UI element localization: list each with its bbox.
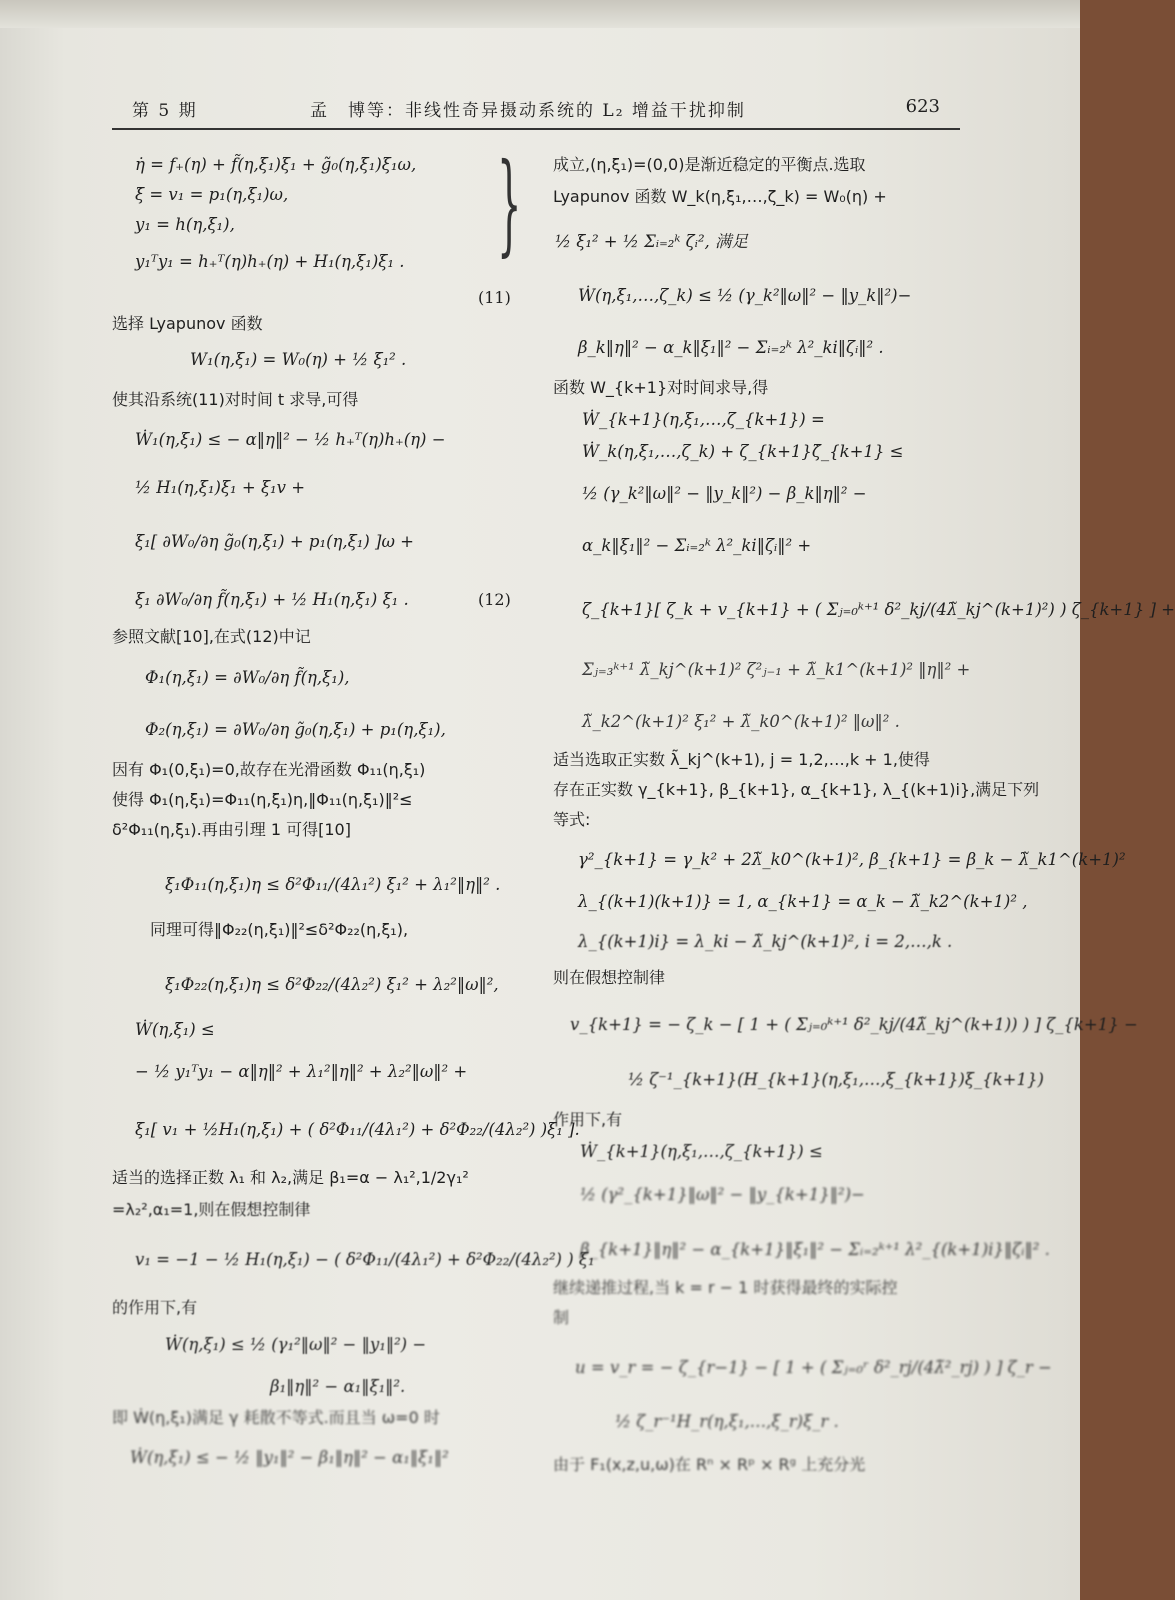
r-final-control-line-2: ½ ζ_r⁻¹H_r(η,ξ₁,…,ξ_r)ξ_r . — [615, 1412, 839, 1431]
phi1-definition: Φ₁(η,ξ₁) = ∂W₀/∂η f̃(η,ξ₁), — [145, 668, 350, 687]
header-rule — [112, 128, 960, 130]
w-derivative-line-4: Ẇ(η,ξ₁) ≤ ½ (γ₁²‖ω‖² − ‖y₁‖²) − — [165, 1335, 427, 1354]
r-wk1-line-5: ζ_{k+1}[ ζ_k + v_{k+1} + ( Σⱼ₌₀ᵏ⁺¹ δ²_kj/(4λ̃_kj^(k+1)²) ) ζ_{k+1} ] + — [582, 600, 1175, 619]
r-paragraph-under-action: 作用下,有 — [553, 1110, 623, 1129]
r-paragraph-control: 制 — [553, 1308, 570, 1327]
r-w-derivative-bound-2: β_k‖η‖² − α_k‖ξ₁‖² − Σᵢ₌₂ᵏ λ²_ki‖ζᵢ‖² . — [578, 338, 884, 357]
w-derivative-line-3: ξ₁[ v₁ + ½H₁(η,ξ₁) + ( δ²Φ₁₁/(4λ₁²) + δ²Φ₂₂/(4λ₂²) )ξ₁ ]. — [135, 1120, 580, 1139]
r-wk1-line-7: λ̃_k2^(k+1)² ξ₁² + λ̃_k0^(k+1)² ‖ω‖² . — [582, 712, 900, 731]
running-header — [110, 96, 960, 124]
lyapunov-w1: W₁(η,ξ₁) = W₀(η) + ½ ξ₁² . — [190, 350, 407, 369]
w-derivative-line-6: Ẇ(η,ξ₁) ≤ − ½ ‖y₁‖² − β₁‖η‖² − α₁‖ξ₁‖² — [130, 1448, 449, 1467]
derivative-line-1: Ẇ₁(η,ξ₁) ≤ − α‖η‖² − ½ h₊ᵀ(η)h₊(η) − — [135, 430, 446, 449]
r-wk1-line-1: Ẇ_{k+1}(η,ξ₁,…,ζ_{k+1}) = — [582, 410, 825, 429]
r-paragraph-exist: 存在正实数 γ_{k+1}, β_{k+1}, α_{k+1}, λ_{(k+1)i},满足下列 — [553, 780, 1040, 799]
inequality-1: ξ₁Φ₁₁(η,ξ₁)η ≤ δ²Φ₁₁/(4λ₁²) ξ₁² + λ₁²‖η‖² . — [165, 875, 501, 894]
paragraph-reference: 参照文献[10],在式(12)中记 — [112, 627, 311, 646]
system-eq-line-2: ξ̇ = v₁ = p₁(η,ξ₁)ω, — [135, 185, 289, 204]
paragraph-such-that: 使得 Φ₁(η,ξ₁)=Φ₁₁(η,ξ₁)η,‖Φ₁₁(η,ξ₁)‖²≤ — [112, 790, 413, 809]
r-wk1-line-3: ½ (γ_k²‖ω‖² − ‖y_k‖²) − β_k‖η‖² − — [582, 484, 867, 503]
r-wk1-bound-3: β_{k+1}‖η‖² − α_{k+1}‖ξ₁‖² − Σᵢ₌₂ᵏ⁺¹ λ²_{(k+1)i}‖ζᵢ‖² . — [580, 1240, 1050, 1259]
r-w-derivative-bound-1: Ẇ(η,ξ₁,…,ζ_k) ≤ ½ (γ_k²‖ω‖² − ‖y_k‖²)− — [578, 286, 912, 305]
r-paragraph-virtual-control: 则在假想控制律 — [553, 968, 666, 987]
page-top-edge — [0, 0, 1080, 28]
virtual-control-v1: v₁ = −1 − ½ H₁(η,ξ₁) − ( δ²Φ₁₁/(4λ₁²) + δ²Φ₂₂/(4λ₂²) ) ξ₁ — [135, 1250, 595, 1269]
issue-label: 第 5 期 — [132, 101, 198, 121]
r-wk1-bound-2: ½ (γ²_{k+1}‖ω‖² − ‖y_{k+1}‖²)− — [580, 1185, 865, 1204]
equation-number-11: (11) — [478, 288, 511, 307]
r-paragraph-derivative: 函数 W_{k+1}对时间求导,得 — [553, 378, 769, 397]
derivative-line-2: ½ H₁(η,ξ₁)ξ₁ + ξ₁v + — [135, 478, 306, 497]
r-wk1-line-6: Σⱼ₌₃ᵏ⁺¹ λ̃_kj^(k+1)² ζ²ⱼ₋₁ + λ̃_k1^(k+1)² ‖η‖² + — [582, 660, 971, 679]
paragraph-choose-lambda: 适当的选择正数 λ₁ 和 λ₂,满足 β₁=α − λ₁²,1/2γ₁² — [112, 1168, 469, 1187]
r-equality-1: γ²_{k+1} = γ_k² + 2λ̃_k0^(k+1)², β_{k+1} = β_k − λ̃_k1^(k+1)² — [578, 850, 1126, 869]
r-paragraph-equalities: 等式: — [553, 810, 591, 829]
paragraph-under-action: 的作用下,有 — [112, 1298, 198, 1317]
system-eq-line-4: y₁ᵀy₁ = h₊ᵀ(η)h₊(η) + H₁(η,ξ₁)ξ₁ . — [135, 252, 405, 271]
equation-number-12: (12) — [478, 590, 511, 609]
r-wk1-line-2: Ẇ_k(η,ξ₁,…,ζ_k) + ζ_{k+1}ζ̇_{k+1} ≤ — [582, 442, 904, 461]
r-wk1-line-4: α_k‖ξ₁‖² − Σᵢ₌₂ᵏ λ²_ki‖ζᵢ‖² + — [582, 536, 812, 555]
r-paragraph-choose: 适当选取正实数 λ̃_kj^(k+1), j = 1,2,…,k + 1,使得 — [553, 750, 930, 769]
w-derivative-line-5: β₁‖η‖² − α₁‖ξ₁‖². — [270, 1377, 406, 1396]
w-derivative-line-2: − ½ y₁ᵀy₁ − α‖η‖² + λ₁²‖η‖² + λ₂²‖ω‖² + — [135, 1062, 468, 1081]
paragraph-lemma: δ²Φ₁₁(η,ξ₁).再由引理 1 可得[10] — [112, 820, 351, 839]
system-eq-line-1: η̇ = f₊(η) + f̃(η,ξ₁)ξ₁ + g̃₀(η,ξ₁)ξ₁ω, — [135, 155, 417, 174]
r-paragraph-smooth: 由于 F₁(x,z,u,ω)在 Rⁿ × Rᵖ × Rᵍ 上充分光 — [553, 1455, 866, 1474]
r-paragraph-2: Lyapunov 函数 W_k(η,ξ₁,…,ζ_k) = W₀(η) + — [553, 187, 887, 206]
paragraph-similarly: 同理可得‖Φ₂₂(η,ξ₁)‖²≤δ²Φ₂₂(η,ξ₁), — [150, 920, 409, 939]
paragraph-smooth-function: 因有 Φ₁(0,ξ₁)=0,故存在光滑函数 Φ₁₁(η,ξ₁) — [112, 760, 426, 779]
r-lyapunov-sum: ½ ξ₁² + ½ Σᵢ₌₂ᵏ ζᵢ², 满足 — [555, 232, 749, 251]
paragraph-derivative: 使其沿系统(11)对时间 t 求导,可得 — [112, 390, 359, 409]
r-paragraph-recursion: 继续递推过程,当 k = r − 1 时获得最终的实际控 — [553, 1278, 898, 1297]
inequality-2: ξ₁Φ₂₂(η,ξ₁)η ≤ δ²Φ₂₂/(4λ₂²) ξ₁² + λ₂²‖ω‖², — [165, 975, 499, 994]
system-eq-line-3: y₁ = h(η,ξ₁), — [135, 215, 235, 234]
r-paragraph-1: 成立,(η,ξ₁)=(0,0)是渐近稳定的平衡点.选取 — [553, 155, 866, 174]
right-brace: } — [497, 139, 522, 267]
r-wk1-bound-1: Ẇ_{k+1}(η,ξ₁,…,ζ_{k+1}) ≤ — [580, 1142, 823, 1161]
page-number: 623 — [905, 96, 940, 117]
r-virtual-control-line-1: v_{k+1} = − ζ_k − [ 1 + ( Σⱼ₌₀ᵏ⁺¹ δ²_kj/(4λ̃_kj^(k+1)) ) ] ζ_{k+1} − — [570, 1015, 1138, 1034]
r-virtual-control-line-2: ½ ζ⁻¹_{k+1}(H_{k+1}(η,ξ₁,…,ξ_{k+1})ξ_{k+1}) — [628, 1070, 1044, 1089]
paragraph-choose-lyapunov: 选择 Lyapunov 函数 — [112, 314, 263, 333]
phi2-definition: Φ₂(η,ξ₁) = ∂W₀/∂η g̃₀(η,ξ₁) + p₁(η,ξ₁), — [145, 720, 446, 739]
r-equality-3: λ_{(k+1)i} = λ_ki − λ̃_kj^(k+1)², i = 2,…,k . — [578, 932, 953, 951]
r-final-control-line-1: u = v_r = − ζ_{r−1} − [ 1 + ( Σⱼ₌₀ʳ δ²_rj/(4λ̃²_rj) ) ] ζ_r − — [575, 1358, 1052, 1377]
r-equality-2: λ_{(k+1)(k+1)} = 1, α_{k+1} = α_k − λ̃_k2^(k+1)² , — [578, 892, 1028, 911]
running-title: 孟 博等：非线性奇异摄动系统的 L₂ 增益干扰抑制 — [310, 101, 746, 121]
paragraph-dissipation: 即 Ẇ(η,ξ₁)满足 γ 耗散不等式.而且当 ω=0 时 — [112, 1408, 440, 1427]
w-derivative-label: Ẇ(η,ξ₁) ≤ — [135, 1020, 215, 1039]
derivative-line-4: ξ₁ ∂W₀/∂η f̃(η,ξ₁) + ½ H₁(η,ξ₁) ξ₁ . — [135, 590, 409, 609]
paragraph-virtual-control: =λ₂²,α₁=1,则在假想控制律 — [112, 1200, 311, 1219]
derivative-line-3: ξ₁[ ∂W₀/∂η g̃₀(η,ξ₁) + p₁(η,ξ₁) ]ω + — [135, 532, 415, 551]
